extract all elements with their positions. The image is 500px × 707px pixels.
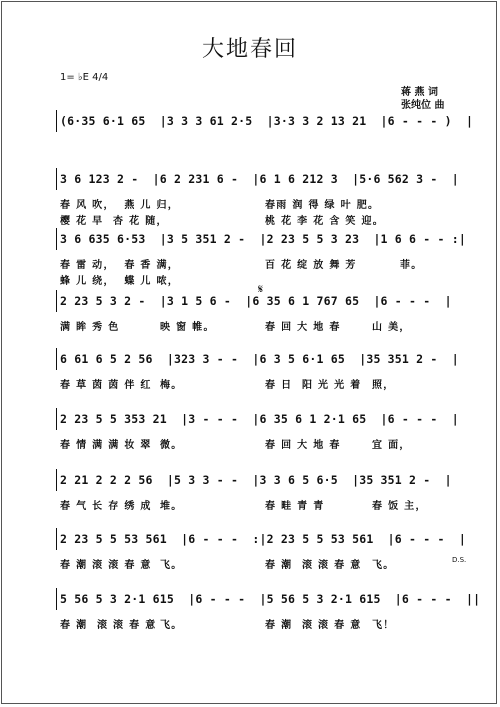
lyric-line: 飞。	[160, 560, 183, 571]
system-start-barline	[56, 168, 57, 190]
system-start-barline	[56, 348, 57, 370]
lyric-line: 春 潮 滚 滚 春 意	[265, 620, 362, 631]
lyric-line: 堆。	[160, 501, 183, 512]
lyric-line: 春 回 大 地 春	[265, 322, 341, 333]
lyric-line: 春 畦 青 青	[265, 501, 325, 512]
system-start-barline	[56, 110, 57, 132]
ds-mark: D.S.	[452, 556, 467, 564]
lyric-line: 飞。	[372, 560, 395, 571]
notation-line: 3 6 123 2 - |6 2 231 6 - |6 1 6 212 3 |5·6 562 3 - |	[60, 172, 459, 186]
lyric-line: 百 花 绽 放 舞 芳	[265, 260, 357, 271]
notation-line: (6·35 6·1 65 |3 3 3 61 2·5 |3·3 3 2 13 21 |6 - - - ) |	[60, 114, 474, 128]
lyricist-credit: 蒋 燕 词	[401, 87, 438, 98]
page-title: 大地春回	[201, 37, 298, 62]
system-start-barline	[56, 528, 57, 550]
segno-mark: 𝄋	[258, 282, 264, 296]
system-start-barline	[56, 588, 57, 610]
notation-line: 2 23 5 5 53 561 |6 - - - :|2 23 5 5 53 561 |6 - - - |	[60, 532, 467, 546]
notation-line: 2 21 2 2 2 56 |5 3 3 - - |3 3 6 5 6·5 |35 351 2 - |	[60, 473, 452, 487]
lyric-line: 桃 花 李 花 含 笑 迎。	[265, 216, 385, 227]
lyric-line: 梅。	[160, 380, 183, 391]
notation-line: 6 61 6 5 2 56 |323 3 - - |6 3 5 6·1 65 |35 351 2 - |	[60, 352, 459, 366]
lyric-line: 飞！	[372, 620, 395, 631]
lyric-line: 菲。	[400, 260, 423, 271]
lyric-line: 蜂 儿 绕， 蝶 儿 哝，	[60, 276, 180, 287]
lyric-line: 春 回 大 地 春	[265, 440, 341, 451]
lyric-line: 春 潮 滚 滚 春 意	[60, 560, 152, 571]
lyric-line: 春 气 长 存 绣 成	[60, 501, 152, 512]
system-start-barline	[56, 408, 57, 430]
key-signature: 1= ♭E 4/4	[60, 72, 109, 83]
lyric-line: 飞。	[160, 620, 183, 631]
lyric-line: 春 风 吹， 燕 儿 归，	[60, 200, 180, 211]
lyric-line: 樱 花 早 杏 花 随，	[60, 216, 168, 227]
lyric-line: 春 潮 滚 滚 春 意	[60, 620, 157, 631]
lyric-line: 春 草 茵 茵 伴 红	[60, 380, 152, 391]
lyric-line: 春 饭 主，	[372, 501, 427, 512]
system-start-barline	[56, 228, 57, 250]
notation-line: 2 23 5 3 2 - |3 1 5 6 - |6 35 6 1 767 65 |6 - - - |	[60, 294, 452, 308]
lyric-line: 春 雷 动， 春 香 满，	[60, 260, 180, 271]
lyric-line: 满 眸 秀 色	[60, 322, 120, 333]
lyric-line: 宜 面，	[372, 440, 411, 451]
system-start-barline	[56, 469, 57, 491]
notation-line: 5 56 5 3 2·1 615 |6 - - - |5 56 5 3 2·1 615 |6 - - - ||	[60, 592, 481, 606]
notation-line: 2 23 5 5 353 21 |3 - - - |6 35 6 1 2·1 65 |6 - - - |	[60, 412, 459, 426]
lyric-line: 春 日 阳 光 光 着	[265, 380, 362, 391]
lyric-line: 春 潮 滚 滚 春 意	[265, 560, 362, 571]
lyric-line: 春雨 润 得 绿 叶 肥。	[265, 200, 380, 211]
lyric-line: 微。	[160, 440, 183, 451]
composer-credit: 张纯位 曲	[401, 100, 445, 111]
notation-line: 3 6 635 6·53 |3 5 351 2 - |2 23 5 5 3 23 |1 6 6 - - :|	[60, 232, 467, 246]
lyric-line: 照，	[372, 380, 395, 391]
system-start-barline	[56, 290, 57, 312]
lyric-line: 映 窗 帷。	[160, 322, 215, 333]
lyric-line: 山 美，	[372, 322, 411, 333]
lyric-line: 春 情 满 满 妆 翠	[60, 440, 152, 451]
